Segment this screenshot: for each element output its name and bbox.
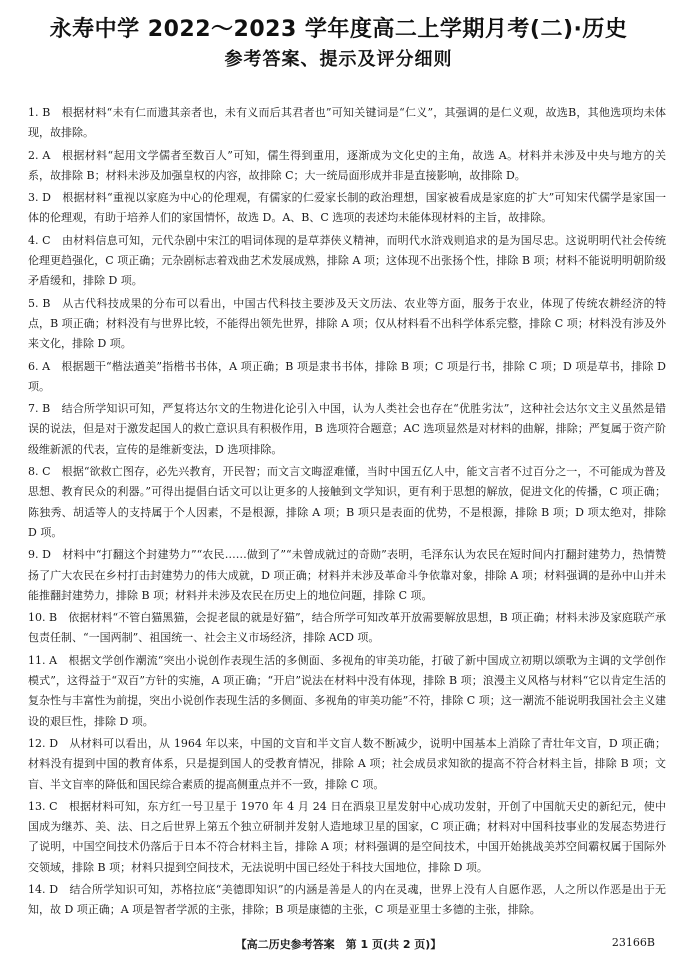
answer-item-12: 12. D 从材料可以看出，从 1964 年以来，中国的文盲和半文盲人数不断减少，说明中国基本上消除了青壮年文盲，D 项正确；材料没有提到中国的教育体系，只是提到国人的受教育情况，排除 A 项；社会成员求知欲的提高不符合材料主旨，排除 B 项；文盲、半文盲率的降低和国民综合素质的提高侧重点并不一致，排除 C 项。: [28, 736, 666, 791]
answer-item-11: 11. A 根据文学创作潮流“突出小说创作表现生活的多侧面、多视角的审美功能，打破了新中国成立初期以颂歌为主调的文学创作模式”，这得益于“双百”方针的实施，A 项正确；“开启”说法在材料中没有体现，排除 B 项；浪漫主义风格与材料“它以肯定生活的复杂性与丰富性为前提，突出小说创作表现生活的多侧面、多视角的审美功能”不符，排除 C 项；这一潮流不能说明我国社会主义建设的艰巨性，排除 D 项。: [28, 653, 666, 728]
page-footer: [0, 936, 677, 954]
answer-item-4: 4. C 由材料信息可知，元代杂剧中宋江的唱词体现的是草莽侠义精神，而明代水浒戏则追求的是为国尽忠。这说明明代社会传统伦理更趋强化，C 项正确；元杂剧标志着戏曲艺术发展成熟，排除 A 项；这体现不出张扬个性，排除 B 项；材料不能说明明朝阶级矛盾缓和，排除 D 项。: [28, 233, 666, 288]
footer-doc-code: 23166B: [611, 936, 655, 949]
answer-item-10: 10. B 依据材料“不管白猫黑猫，会捉老鼠的就是好猫”，结合所学可知改革开放需要解放思想，B 项正确；材料未涉及家庭联产承包责任制、“一国两制”、祖国统一、社会主义市场经济，排除 ACD 项。: [28, 611, 666, 645]
answer-item-2: 2. A 根据材料“起用文学儒者至数百人”可知，儒生得到重用，逐渐成为文化史的主角，故选 A。材料并未涉及中央与地方的关系，故排除 B；材料未涉及加强皇权的内容，故排除 C；大一统局面形成并非是直接影响，故排除 D。: [28, 148, 666, 182]
answer-item-9: 9. D 材料中“打翻这个封建势力”“农民……做到了”“未曾成就过的奇勋”表明，毛泽东认为农民在短时间内打翻封建势力，热情赞扬了广大农民在乡村打击封建势力的伟大成就，D 项正确；材料并未涉及革命斗争依靠对象，排除 A 项；材料强调的是孙中山并未能推翻封建势力，排除 B 项；材料并未涉及农民在历史上的地位问题，排除 C 项。: [28, 548, 666, 602]
answer-item-13: 13. C 根据材料可知，东方红一号卫星于 1970 年 4 月 24 日在酒泉卫星发射中心成功发射，开创了中国航天史的新纪元，使中国成为继苏、美、法、日之后世界上第五个独立研制并发射人造地球卫星的国家，C 项正确；材料对中国科技事业的发展态势进行了说明，中国空间技术仍落后于日本不符合材料主旨，排除 A 项；材料强调的是空间技术，中国开始挑战美苏空间霸权属于国际外交领域，排除 B 项；材料只提到空间技术，无法说明中国已经处于科技大国地位，排除 D 项。: [28, 799, 666, 874]
answer-item-6: 6. A 根据题干“楷法遒美”指楷书书体，A 项正确；B 项是隶书书体，排除 B 项；C 项是行书，排除 C 项；D 项是草书，排除 D 项。: [28, 359, 666, 393]
answer-list: [28, 103, 666, 923]
answer-item-1: 1. B 根据材料“未有仁而遗其亲者也，未有义而后其君者也”可知关键词是“仁义”，其强调的是仁义观，故选B，其他选项均未体现，故排除。: [28, 106, 666, 140]
answer-item-14: 14. D 结合所学知识可知，苏格拉底“美德即知识”的内涵是善是人的内在灵魂，世界上没有人自愿作恶，人之所以作恶是出于无知，故 D 项正确；A 项是智者学派的主张，排除；B 项是康德的主张，C 项是亚里士多德的主张，排除。: [28, 882, 666, 917]
answer-item-7: 7. B 结合所学知识可知，严复将达尔文的生物进化论引入中国，认为人类社会也存在“优胜劣汰”，这种社会达尔文主义虽然是错误的说法，但是对于激发起国人的救亡意识具有积极作用，B 选项符合题意；AC 选项显然是对材料的曲解，排除；严复属于资产阶级维新派的代表，宣传的是维新变法，D 选项排除。: [28, 402, 666, 456]
page-title: 永寿中学 2022～2023 学年度高二上学期月考(二)·历史: [49, 17, 628, 42]
answer-item-8: 8. C 根据“欲救亡图存，必先兴教育，开民智；而文言文晦涩难懂，当时中国五亿人中，能文言者不过百分之一，不可能成为普及思想、教育民众的利器。”可得出提倡白话文可以让更多的人接触到文学知识，更有利于思想的解放，促进文化的传播，C 项正确；陈独秀、胡适等人的支持属于个人因素，不是根源，排除 A 项；B 项只是表面的优势，不是根源，排除 B 项；D 项太绝对，排除 D 项。: [28, 465, 666, 539]
footer-page-info: 【高二历史参考答案 第 1 页(共 2 页)】: [235, 938, 442, 951]
answer-item-3: 3. D 根据材料“重视以家庭为中心的伦理观，有儒家的仁爱家长制的政治理想，国家被看成是家庭的扩大”可知宋代儒学是家国一体的伦理观，有助于培养人们的家国情怀，故选 D。A、B、C 选项的表述均未能体现材料的主旨，故排除。: [28, 191, 666, 225]
page-subtitle: 参考答案、提示及评分细则: [224, 49, 453, 70]
answer-item-5: 5. B 从古代科技成果的分布可以看出，中国古代科技主要涉及天文历法、农业等方面，服务于农业，体现了传统农耕经济的特点，B 项正确；材料没有与世界比较，不能得出领先世界，排除 A 项；仅从材料看不出科学体系完整，排除 C 项；材料没有涉及外来文化，排除 D 项。: [28, 296, 666, 351]
